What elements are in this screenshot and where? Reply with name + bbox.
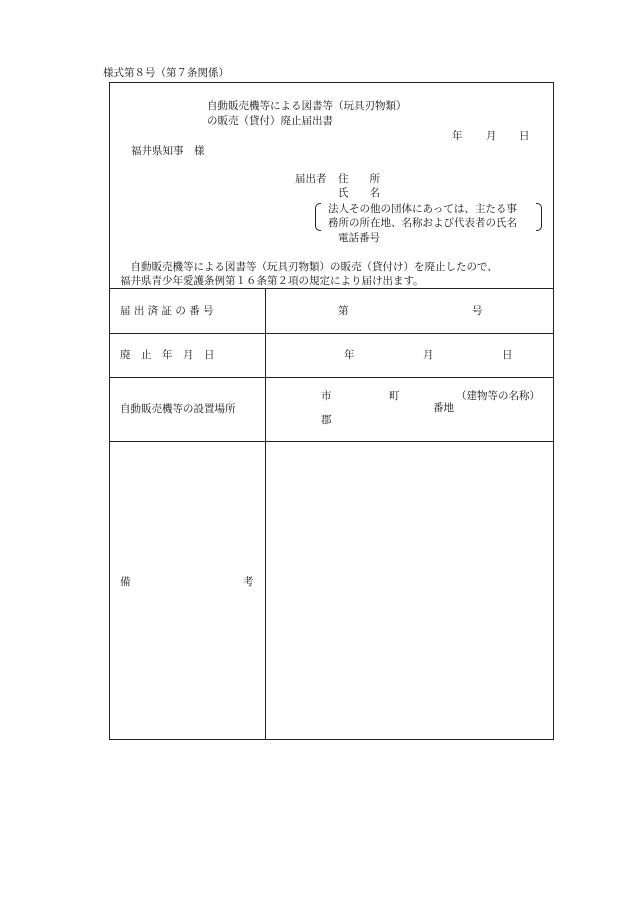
location-banchi: 番地 [433, 402, 454, 414]
notice-title-line1: 自動販売機等による図書等（玩具刃物類） [207, 100, 407, 112]
applicant-label: 届出者 [295, 173, 327, 185]
abolish-month: 月 [423, 349, 434, 361]
location-label: 自動販売機等の設置場所 [120, 403, 236, 415]
row-divider [109, 288, 554, 289]
location-city: 市 [321, 390, 332, 402]
abolish-year: 年 [344, 349, 355, 361]
location-town: 町 [389, 390, 400, 402]
row-divider [109, 333, 554, 334]
bracket-left [315, 203, 321, 231]
body-line1: 自動販売機等による図書等（玩具刃物類）の販売（貸付け）を廃止したので、 [120, 261, 498, 273]
remarks-label-left: 備 [120, 576, 131, 588]
abolish-date-label: 廃 止 年 月 日 [120, 349, 215, 361]
phone-label: 電話番号 [338, 232, 380, 244]
date-month: 月 [486, 130, 497, 142]
cert-number-label: 届 出 済 証 の 番 号 [120, 305, 214, 317]
corp-note-line1: 法人その他の団体にあっては、主たる事 [328, 203, 517, 215]
bracket-right [536, 203, 542, 231]
name-label: 氏 名 [338, 187, 380, 199]
row-divider [109, 377, 554, 378]
date-year: 年 [452, 130, 463, 142]
addressee: 福井県知事 様 [131, 145, 205, 157]
column-divider [265, 288, 266, 740]
notice-title-line2: の販売（貸付）廃止届出書 [207, 115, 333, 127]
row-divider [109, 441, 554, 442]
body-line2: 福井県青少年愛護条例第１６条第２項の規定により届け出ます。 [120, 275, 424, 287]
cert-number-go: 号 [472, 305, 483, 317]
address-label: 住 所 [338, 173, 380, 185]
form-number: 様式第８号（第７条関係） [103, 67, 229, 79]
location-building: （建物等の名称） [456, 390, 540, 402]
remarks-label-right: 考 [243, 576, 254, 588]
date-day: 日 [519, 130, 530, 142]
cert-number-dai: 第 [338, 305, 349, 317]
corp-note-line2: 務所の所在地、名称および代表者の氏名 [328, 217, 517, 229]
abolish-day: 日 [502, 349, 513, 361]
location-district: 郡 [321, 414, 332, 426]
